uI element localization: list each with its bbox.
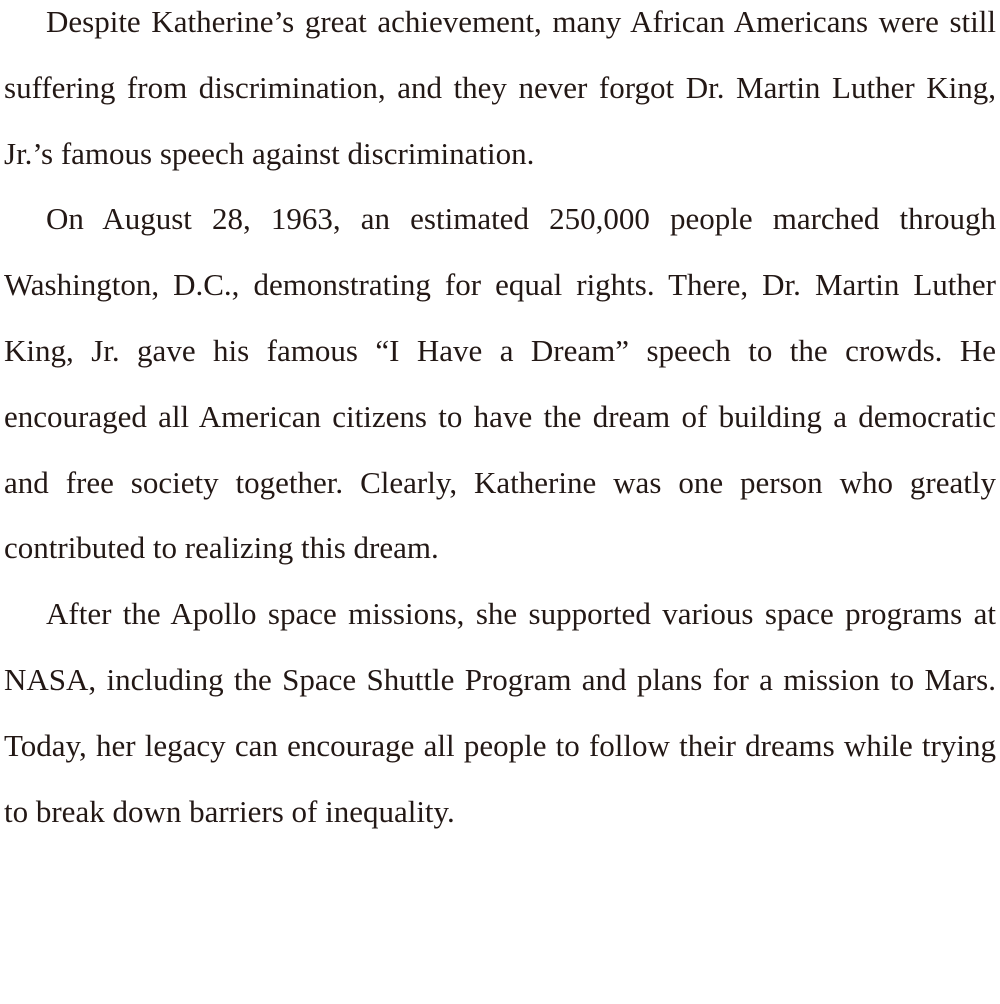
- paragraph-nasa-legacy: After the Apollo space missions, she supported various space programs at NASA, including the Space Shuttle Program and plans for a mission to Mars. Today, her legacy can encourage all people to follow their dreams while trying to break down barriers of inequality.: [4, 596, 996, 829]
- paragraph-katherine-achievement: Despite Katherine’s great achievement, many African Americans were still suffering from discrimination, and they never forgot Dr. Martin Luther King, Jr.’s famous speech against discrimination.: [4, 4, 996, 171]
- paragraph-march-on-washington: On August 28, 1963, an estimated 250,000 people marched through Washington, D.C., demonstrating for equal rights. There, Dr. Martin Luther King, Jr. gave his famous “I Have a Dream” speech to the crowds. He encouraged all American citizens to have the dream of building a democratic and free society together. Clearly, Katherine was one person who greatly contributed to realizing this dream.: [4, 201, 996, 566]
